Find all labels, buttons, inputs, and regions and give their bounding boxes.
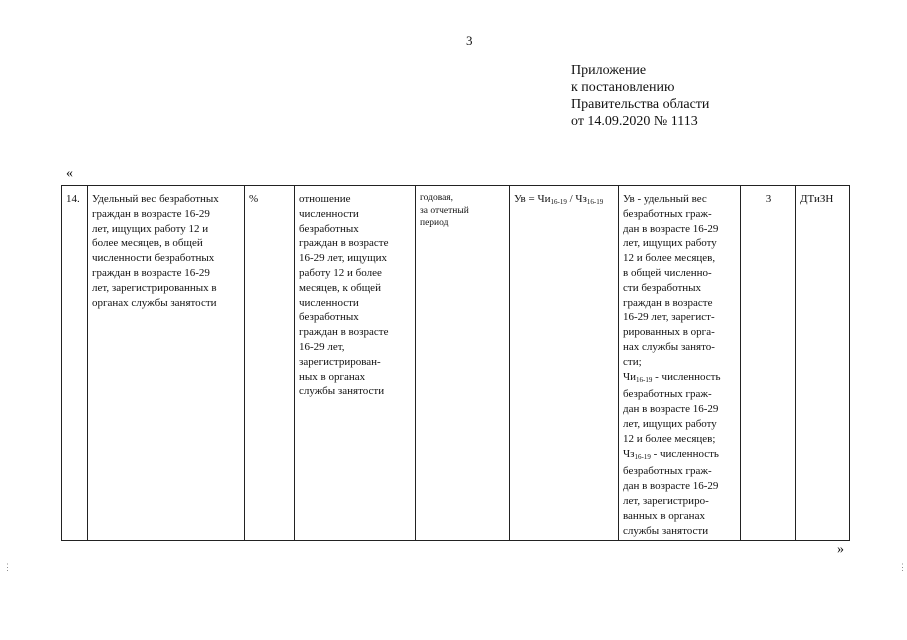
unit-cell: %	[245, 186, 295, 541]
definition-cell: отношение численности безработных граждан в возрасте 16-29 лет, ищущих работу 12 и более месяцев, к общей численности безработных граждан в возрасте 16-29 лет, зарегистрирован- ных в органах службы занятости	[295, 186, 416, 541]
row-number: 14.	[62, 186, 88, 541]
period-cell: годовая, за отчетный период	[416, 186, 510, 541]
variable-name: Чи	[623, 370, 637, 383]
explanation-cell	[619, 186, 741, 541]
variable-subscript: 16-19	[636, 375, 653, 384]
opening-quote: «	[66, 166, 73, 181]
appendix-line: от 14.09.2020 № 1113	[571, 114, 698, 129]
appendix-header	[571, 62, 709, 130]
appendix-line: к постановлению	[571, 80, 675, 95]
indicator-name: Удельный вес безработных граждан в возрасте 16-29 лет, ищущих работу 12 и более месяцев, в общей численности безработных граждан в возрасте 16-29 лет, зарегистрированных в органах службы занятости	[88, 186, 245, 541]
table-row	[62, 186, 850, 541]
formula-lhs: Ув = Чи	[514, 193, 551, 205]
formula-mid: / Чз	[566, 193, 587, 205]
formula-subscript: 16-19	[550, 198, 567, 206]
variable-subscript: 16-19	[634, 452, 651, 461]
explanation-part: - численность безработных граж- дан в возрасте 16-29 лет, ищущих работу 12 и более месяцев;	[623, 370, 721, 445]
appendix-line: Приложение	[571, 63, 647, 78]
explanation-part: - численность безработных граж- дан в возрасте 16-29 лет, зарегистриро- ванных в органах службы занятости	[623, 447, 719, 537]
page-number: 3	[466, 33, 473, 48]
explanation-part: Ув - удельный вес безработных граж- дан в возрасте 16-29 лет, ищущих работу 12 и более месяцев, в общей численно- сти безработных граждан в возрасте 16-29 лет, зарегист- рированных в орга- нах службы занято- сти;	[623, 193, 719, 368]
appendix-line: Правительства области	[571, 97, 710, 112]
scan-edge-mark: ⋮	[898, 562, 907, 572]
variable-name: Чз	[623, 447, 635, 460]
formula-cell	[510, 186, 619, 541]
indicator-table	[61, 185, 850, 541]
closing-quote: »	[837, 542, 844, 557]
scan-edge-mark: ⋮	[3, 562, 12, 572]
code-cell: 3	[741, 186, 796, 541]
formula-subscript: 16-19	[586, 198, 604, 206]
responsible-cell: ДТиЗН	[796, 186, 850, 541]
